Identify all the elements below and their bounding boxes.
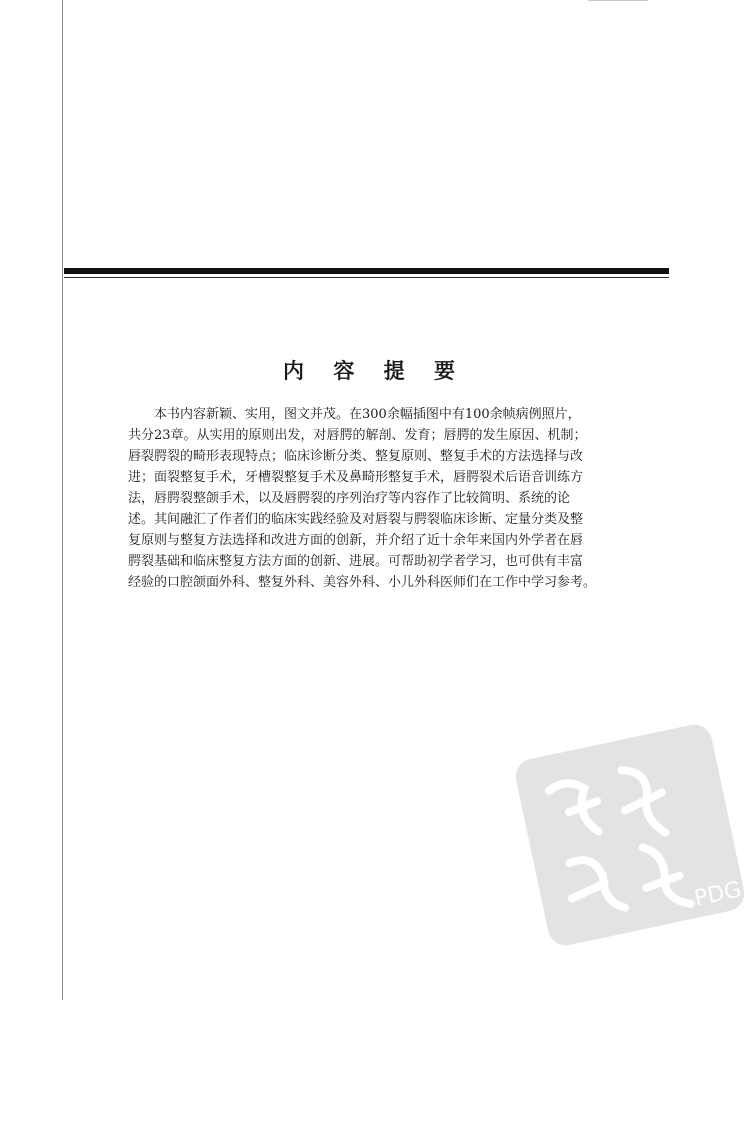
summary-paragraph xyxy=(128,404,668,593)
watermark-text: PDG xyxy=(692,877,744,912)
header-rule-thin xyxy=(64,277,669,278)
binding-edge-line xyxy=(62,0,63,1000)
header-rule-thick xyxy=(64,268,669,274)
page-title: 内 容 提 要 xyxy=(283,359,466,383)
watermark-seal xyxy=(505,700,749,970)
summary-line: 腭裂基础和临床整复方法方面的创新、进展。可帮助初学者学习，也可供有丰富 xyxy=(128,554,584,569)
seal-stamp-shape xyxy=(512,721,747,948)
summary-line: 唇裂腭裂的畸形表现特点；临床诊断分类、整复原则、整复手术的方法选择与改 xyxy=(128,449,584,464)
top-scan-mark xyxy=(588,0,648,7)
summary-line: 法，唇腭裂整颌手术，以及唇腭裂的序列治疗等内容作了比较简明、系统的论 xyxy=(128,491,571,506)
summary-line: 进；面裂整复手术，牙槽裂整复手术及鼻畸形整复手术，唇腭裂术后语音训练方 xyxy=(128,470,584,485)
summary-line: 述。其间融汇了作者们的临床实践经验及对唇裂与腭裂临床诊断、定量分类及整 xyxy=(128,512,584,527)
summary-line: 共分23章。从实用的原则出发，对唇腭的解剖、发育；唇腭的发生原因、机制； xyxy=(128,428,587,443)
summary-line: 经验的口腔颌面外科、整复外科、美容外科、小儿外科医师们在工作中学习参考。 xyxy=(128,575,597,590)
summary-line: 复原则与整复方法选择和改进方面的创新，并介绍了近十余年来国内外学者在唇 xyxy=(128,533,584,548)
summary-line: 本书内容新颖、实用，图文并茂。在300余幅插图中有100余帧病例照片， xyxy=(154,407,581,422)
